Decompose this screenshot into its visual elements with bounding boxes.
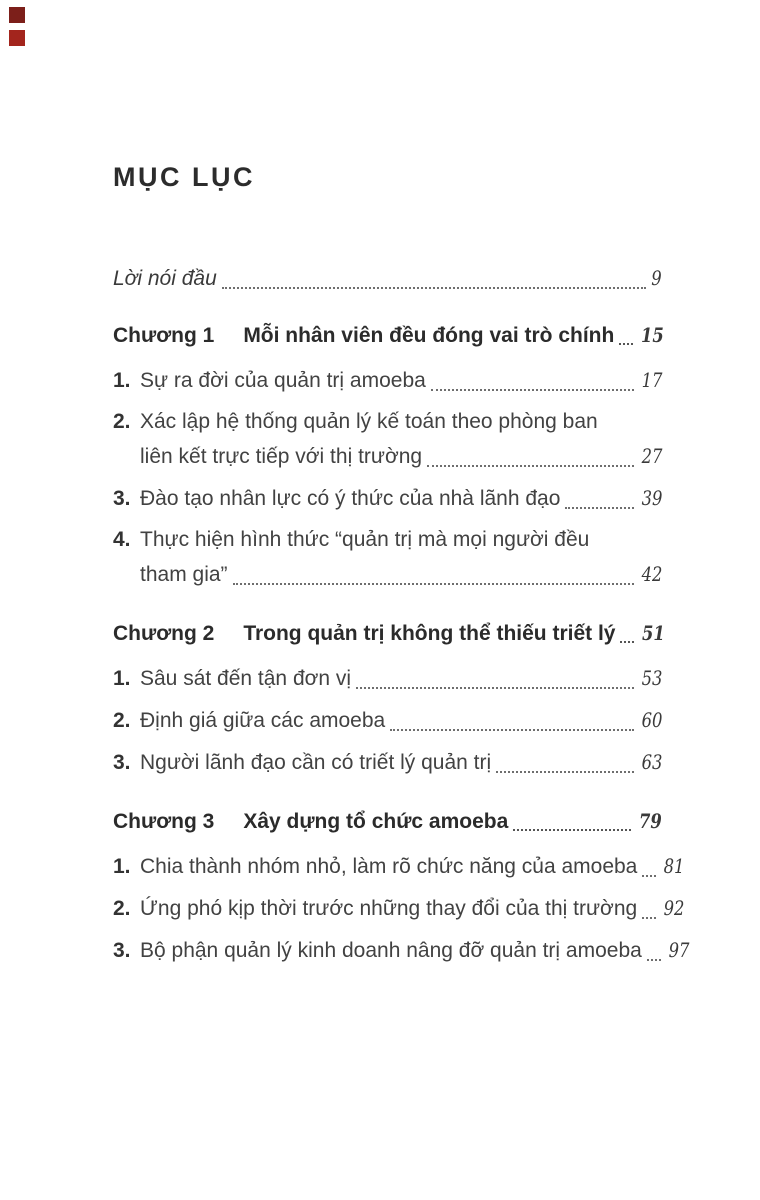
toc-entry: [113, 523, 662, 592]
page-number: 63: [641, 750, 662, 774]
chapter-label: Chương 1: [113, 324, 215, 347]
toc-entry-preface: [113, 261, 662, 296]
entry-text: Bộ phận quản lý kinh doanh nâng đỡ quản trị amoeba: [140, 939, 642, 962]
dot-leader: [222, 287, 646, 289]
toc-entry: [113, 405, 662, 474]
page-number: 97: [668, 938, 690, 962]
page-number: 53: [641, 666, 662, 690]
toc-entry: [113, 703, 662, 738]
entry-number: 1.: [113, 855, 131, 878]
dot-leader: [390, 729, 633, 731]
chapter-3-heading: [113, 806, 662, 837]
dot-leader: [233, 583, 634, 585]
entry-text: Người lãnh đạo cần có triết lý quản trị: [140, 751, 492, 774]
dot-leader: [427, 465, 633, 467]
chapter-label: Chương 3: [113, 810, 215, 833]
dot-leader: [513, 829, 631, 831]
page-title: MỤC LỤC: [113, 162, 255, 192]
entry-text: Sâu sát đến tận đơn vị: [140, 667, 352, 690]
toc-entry: [113, 933, 690, 968]
entry-text: Xác lập hệ thống quản lý kế toán theo phòng ban: [140, 410, 598, 433]
dot-leader: [642, 875, 656, 877]
page-number: 27: [641, 444, 662, 468]
dot-leader: [619, 343, 633, 345]
toc-entry: [113, 849, 685, 884]
entry-number: 4.: [113, 528, 131, 551]
dot-leader: [647, 959, 661, 961]
entry-text: Đào tạo nhân lực có ý thức của nhà lãnh đạo: [140, 487, 561, 510]
page-number: 79: [639, 809, 662, 833]
entry-number: 3.: [113, 939, 131, 962]
page-number: 39: [641, 486, 662, 510]
entry-text: Sự ra đời của quản trị amoeba: [140, 369, 426, 392]
page-number: 92: [663, 896, 685, 920]
toc-entry: [113, 891, 685, 926]
entry-number: 1.: [113, 369, 131, 392]
toc-entry: [113, 481, 662, 516]
page-number: 51: [642, 621, 666, 645]
entry-number: 3.: [113, 487, 131, 510]
toc-entry: [113, 745, 662, 780]
page-number: 81: [663, 854, 685, 878]
dot-leader: [565, 507, 633, 509]
page-number: 60: [641, 708, 662, 732]
entry-text: Ứng phó kịp thời trước những thay đổi của thị trường: [140, 897, 638, 920]
dot-leader: [496, 771, 633, 773]
entry-number: 2.: [113, 410, 131, 433]
page-number: 42: [641, 562, 662, 586]
page-number: 9: [651, 266, 662, 290]
corner-square-top: [9, 7, 25, 23]
chapter-label: Chương 2: [113, 622, 215, 645]
entry-number: 2.: [113, 709, 131, 732]
dot-leader: [642, 917, 656, 919]
dot-leader: [620, 641, 634, 643]
chapter-1-heading: [113, 320, 665, 351]
entry-text-continued: tham gia”: [140, 563, 228, 586]
entry-number: 3.: [113, 751, 131, 774]
dot-leader: [431, 389, 634, 391]
page-number: 17: [641, 368, 662, 392]
chapter-2-heading: [113, 618, 666, 649]
chapter-title: Mỗi nhân viên đều đóng vai trò chính: [243, 324, 615, 347]
chapter-title: Xây dựng tổ chức amoeba: [243, 810, 509, 833]
dot-leader: [356, 687, 633, 689]
entry-number: 2.: [113, 897, 131, 920]
entry-text-continued: liên kết trực tiếp với thị trường: [140, 445, 423, 468]
toc-content: [0, 163, 760, 968]
preface-label: Lời nói đầu: [113, 267, 217, 290]
toc-entry: [113, 661, 662, 696]
chapter-title: Trong quản trị không thể thiếu triết lý: [243, 622, 616, 645]
corner-square-bottom: [9, 30, 25, 46]
entry-number: 1.: [113, 667, 131, 690]
toc-entry: [113, 363, 662, 398]
entry-text: Thực hiện hình thức “quản trị mà mọi người đều: [140, 528, 590, 551]
entry-text: Định giá giữa các amoeba: [140, 709, 386, 732]
page-number: 15: [641, 323, 665, 347]
entry-text: Chia thành nhóm nhỏ, làm rõ chức năng của amoeba: [140, 855, 638, 878]
